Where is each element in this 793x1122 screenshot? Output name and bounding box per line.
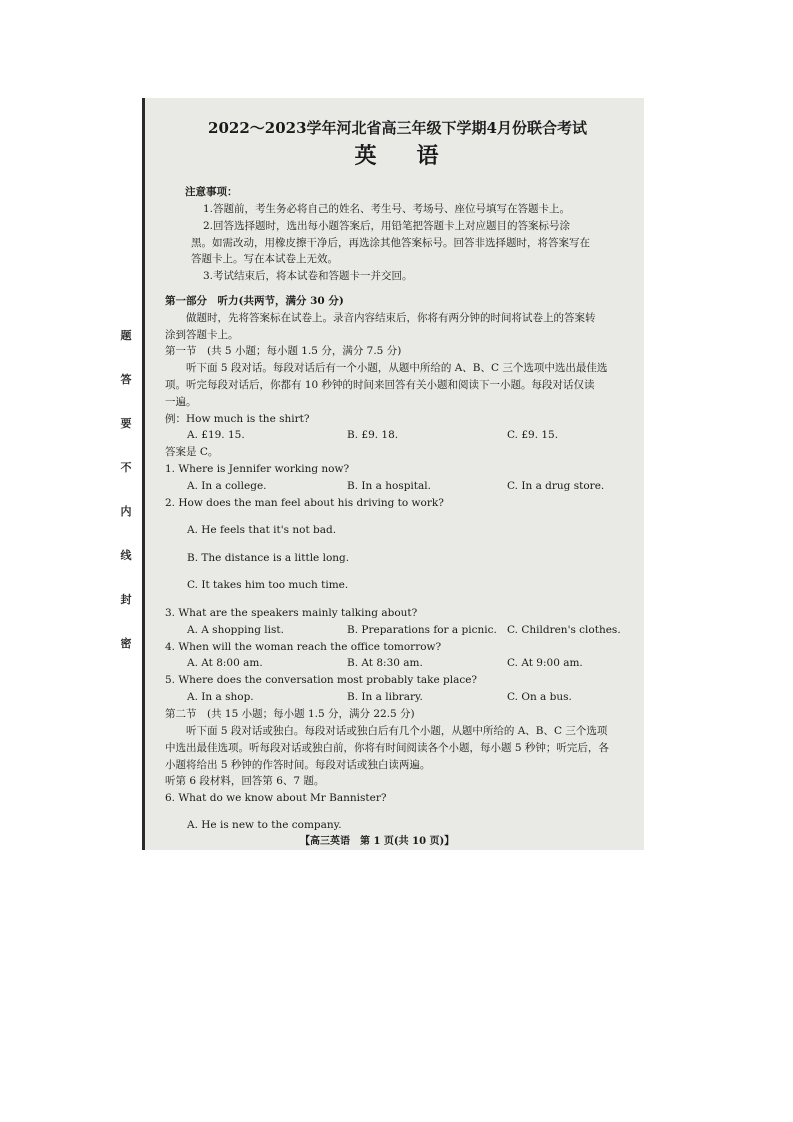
option-b: B. In a library. xyxy=(347,691,423,704)
question-3-options xyxy=(165,622,630,639)
option-c: C. Children's clothes. xyxy=(507,623,621,636)
notice-item-2: 2.回答选择题时，选出每小题答案后，用铅笔把答题卡上对应题目的答案标号涂 xyxy=(203,219,571,232)
exam-content xyxy=(165,118,630,845)
margin-char: 内 xyxy=(120,505,132,518)
part1-instruction-cont: 涂到答题卡上。 xyxy=(165,328,239,341)
section1-instruction: 听下面 5 段对话。每段对话后有一个小题，从题中所给的 A、B、C 三个选项中选出最佳选 xyxy=(186,362,608,375)
option-a: A. At 8:00 am. xyxy=(187,657,263,670)
question-6: 6. What do we know about Mr Bannister? xyxy=(165,792,387,805)
example-answer: 答案是 C。 xyxy=(165,446,219,459)
example-options xyxy=(165,427,630,444)
option-b: B. The distance is a little long. xyxy=(187,551,350,564)
option-c: C. £9. 15. xyxy=(507,429,559,442)
notice-item-1: 1.答题前，考生务必将自己的姓名、考生号、考场号、座位号填写在答题卡上。 xyxy=(203,203,571,215)
option-a: A. In a shop. xyxy=(187,691,254,704)
notice-item-2-cont: 黑。如需改动，用橡皮擦干净后，再选涂其他答案标号。回答非选择题时，将答案写在 xyxy=(191,236,590,249)
section1-instruction-cont: 一遍。 xyxy=(165,395,197,408)
margin-char: 线 xyxy=(120,549,132,562)
notice-item-2-cont: 答题卡上。写在本试卷上无效。 xyxy=(191,253,338,266)
part1-instruction: 做题时，先将答案标在试卷上。录音内容结束后，你将有两分钟的时间将试卷上的答案转 xyxy=(186,311,596,324)
margin-char: 题 xyxy=(120,329,132,342)
option-b: B. At 8:30 am. xyxy=(347,657,423,670)
section2-instruction-cont: 中选出最佳选项。听每段对话或独白前，你将有时间阅读各个小题，每小题 5 秒钟；听完后，各 xyxy=(165,741,609,754)
binding-margin-text xyxy=(114,330,138,650)
option-a: A. £19. 15. xyxy=(187,429,245,442)
section1-heading: 第一节 (共 5 小题；每小题 1.5 分，满分 7.5 分) xyxy=(165,345,402,358)
margin-char: 不 xyxy=(120,461,132,474)
option-c: C. In a drug store. xyxy=(507,479,605,492)
binding-line xyxy=(142,98,145,850)
option-a: A. He feels that it's not bad. xyxy=(187,524,337,537)
part1-heading: 第一部分 听力(共两节，满分 30 分) xyxy=(165,294,344,307)
question-1-options xyxy=(165,478,630,495)
question-5: 5. Where does the conversation most probably take place? xyxy=(165,674,478,687)
option-a: A. In a college. xyxy=(187,479,267,492)
option-c: C. At 9:00 am. xyxy=(507,657,583,670)
question-2: 2. How does the man feel about his driving to work? xyxy=(165,496,444,509)
option-b: B. In a hospital. xyxy=(347,479,431,492)
margin-char: 封 xyxy=(120,593,132,606)
exam-subject: 英语 xyxy=(354,143,479,169)
option-b: B. Preparations for a picnic. xyxy=(347,623,497,636)
question-3: 3. What are the speakers mainly talking about? xyxy=(165,606,418,619)
option-a: A. A shopping list. xyxy=(187,623,284,636)
notice-heading: 注意事项： xyxy=(185,186,238,198)
question-4: 4. When will the woman reach the office tomorrow? xyxy=(165,640,442,653)
section2-instruction: 听下面 5 段对话或独白。每段对话或独白后有几个小题，从题中所给的 A、B、C 三个选项 xyxy=(186,724,608,737)
question-5-options xyxy=(165,689,630,706)
material-6-note: 听第 6 段材料，回答第 6、7 题。 xyxy=(165,775,325,788)
option-c: C. It takes him too much time. xyxy=(187,579,349,592)
notice-item-3: 3.考试结束后，将本试卷和答题卡一并交回。 xyxy=(203,270,413,283)
option-b: B. £9. 18. xyxy=(347,429,399,442)
option-a: A. He is new to the company. xyxy=(187,819,342,832)
exam-title: 2022～2023学年河北省高三年级下学期4月份联合考试 xyxy=(208,119,587,137)
margin-char: 答 xyxy=(120,373,132,386)
section2-instruction-cont: 小题将给出 5 秒钟的作答时间。每段对话或独白读两遍。 xyxy=(165,758,431,771)
section2-heading: 第二节 (共 15 小题；每小题 1.5 分，满分 22.5 分) xyxy=(165,708,415,721)
option-c: C. On a bus. xyxy=(507,691,572,704)
margin-char: 要 xyxy=(120,417,132,430)
example-question: 例：How much is the shirt? xyxy=(165,412,310,425)
question-1: 1. Where is Jennifer working now? xyxy=(165,463,350,476)
section1-instruction-cont: 项。听完每段对话后，你都有 10 秒钟的时间来回答有关小题和阅读下一小题。每段对话仅读 xyxy=(165,378,595,391)
page-footer: 【高三英语 第 1 页(共 10 页)】 xyxy=(300,836,455,847)
margin-char: 密 xyxy=(120,637,132,650)
question-4-options xyxy=(165,655,630,672)
